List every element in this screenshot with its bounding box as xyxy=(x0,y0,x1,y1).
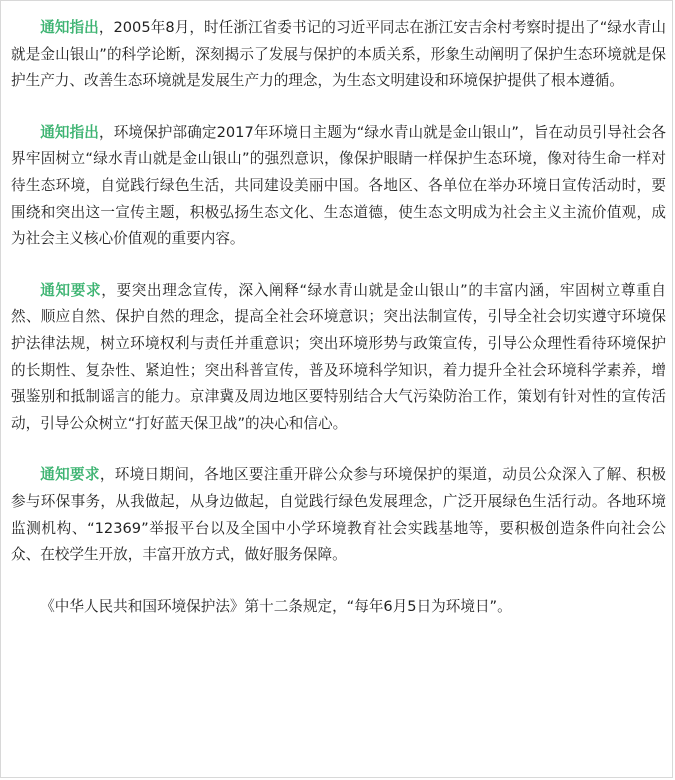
highlight-tag: 通知要求 xyxy=(40,281,102,299)
paragraph-text: ，要突出理念宣传，深入阐释“绿水青山就是金山银山”的丰富内涵，牢固树立尊重自然、顺应自然、保护自然的理念，提高全社会环境意识；突出法制宣传，引导全社会切实遵守环境保护法律法规，树立环境权利与责任并重意识；突出环境形势与政策宣传，引导公众理性看待环境保护的长期性、复杂性、紧迫性；突出科普宣传，普及环境科学知识，着力提升全社会环境科学素养，增强鉴别和抵制谣言的能力。京津冀及周边地区要特别结合大气污染防治工作，策划有针对性的宣传活动，引导公众树立“打好蓝天保卫战”的决心和信心。 xyxy=(11,281,666,432)
paragraph-2 xyxy=(11,120,666,253)
paragraph-text: ，环境保护部确定2017年环境日主题为“绿水青山就是金山银山”，旨在动员引导社会各界牢固树立“绿水青山就是金山银山”的强烈意识，像保护眼睛一样保护生态环境，像对待生命一样对待生态环境，自觉践行绿色生活，共同建设美丽中国。各地区、各单位在举办环境日宣传活动时，要围绕和突出这一宣传主题，积极弘扬生态文化、生态道德，使生态文明成为社会主义主流价值观，成为社会主义核心价值观的重要内容。 xyxy=(11,123,666,248)
highlight-tag: 通知要求 xyxy=(40,466,100,484)
highlight-tag: 通知指出 xyxy=(40,123,99,141)
highlight-tag: 通知指出 xyxy=(40,19,99,36)
paragraph-text: ，环境日期间，各地区要注重开辟公众参与环境保护的渠道，动员公众深入了解、积极参与环保事务，从我做起，从身边做起，自觉践行绿色发展理念，广泛开展绿色生活行动。各地环境监测机构、“12369”举报平台以及全国中小学环境教育社会实践基地等，要积极创造条件向社会公众、在校学生开放，丰富开放方式，做好服务保障。 xyxy=(11,466,666,564)
article-body xyxy=(11,15,666,620)
paragraph-4 xyxy=(11,462,666,568)
paragraph-text: ，2005年8月，时任浙江省委书记的习近平同志在浙江安吉余村考察时提出了“绿水青山就是金山银山”的科学论断，深刻揭示了发展与保护的本质关系，形象生动阐明了保护生态环境就是保护生产力、改善生态环境就是发展生产力的理念，为生态文明建设和环境保护提供了根本遵循。 xyxy=(11,19,666,90)
footer-note: 《中华人民共和国环境保护法》第十二条规定，“每年6月5日为环境日”。 xyxy=(40,597,512,615)
paragraph-1 xyxy=(11,15,666,95)
paragraph-3 xyxy=(11,278,666,438)
